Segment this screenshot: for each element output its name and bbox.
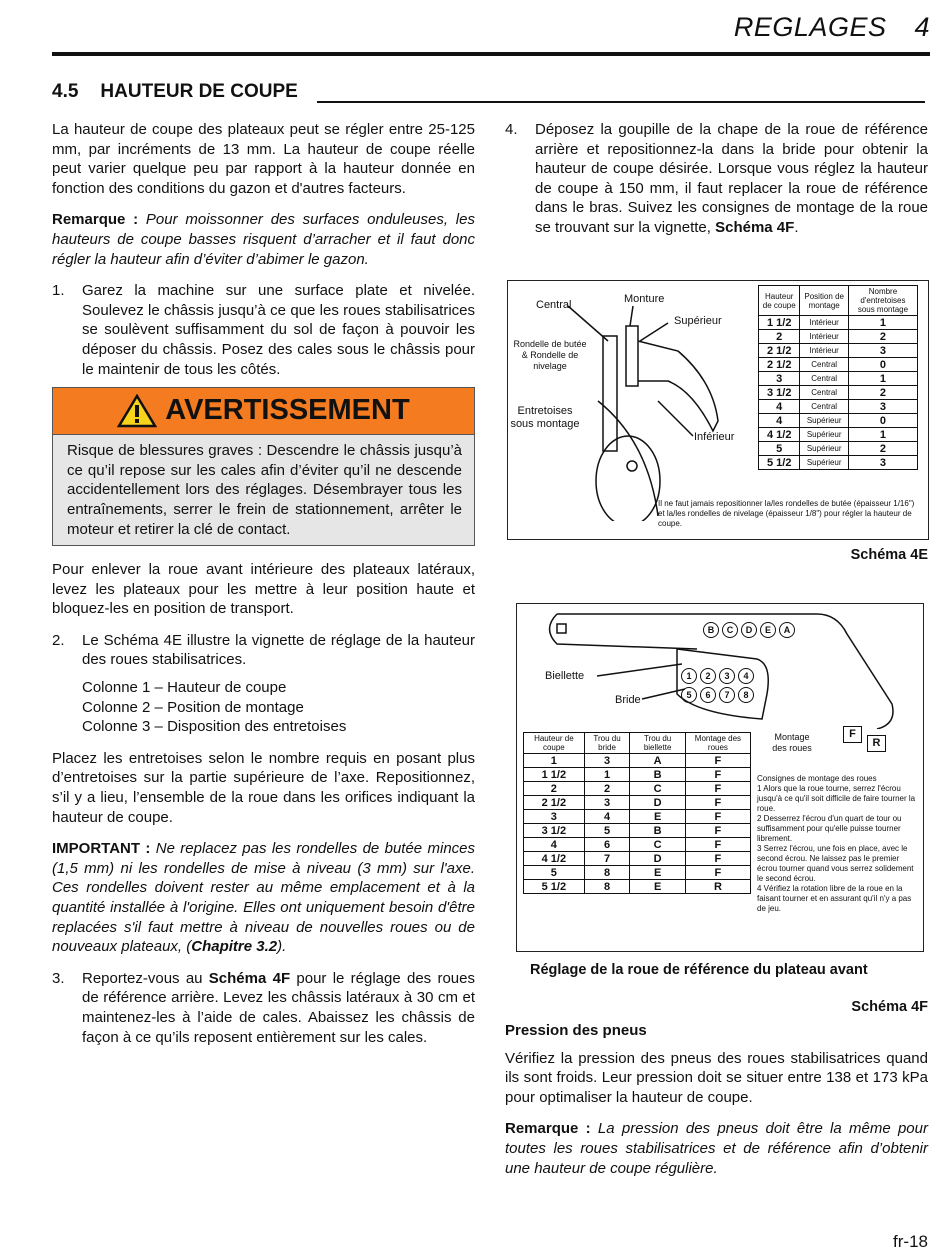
mount-instructions bbox=[757, 774, 920, 914]
label-entretoises: Entretoises sous montage bbox=[510, 405, 580, 430]
table-cell: F bbox=[685, 838, 750, 852]
table-cell: F bbox=[685, 866, 750, 880]
important-text: Ne replacez pas les rondelles de butée minces (1,5 mm) ni les rondelles de mise à niveau (3 mm) sur l'axe. Ces rondelles doivent rester au même emplacement et à la quantité installée à l'origine. Elles ont uniquement besoin d'être replacées s'il faut mettre à niveau de nouvelles roues ou de nouveaux plateaux, ( bbox=[52, 840, 475, 956]
table-row bbox=[759, 358, 918, 372]
table-row bbox=[524, 768, 751, 782]
table-cell: R bbox=[685, 880, 750, 894]
warning-box bbox=[52, 387, 475, 546]
step-number: 3. bbox=[52, 969, 65, 987]
table-cell: 2 bbox=[584, 782, 630, 796]
chapter-title: REGLAGES bbox=[733, 12, 887, 42]
hole-marker: A bbox=[779, 622, 795, 638]
table-cell: Central bbox=[800, 358, 848, 372]
step-1-note: Pour enlever la roue avant intérieure des plateaux latéraux, levez les plateaux pour les mettre à leur position haute et bloquez-les en position de transport. bbox=[52, 561, 475, 618]
table-cell: D bbox=[630, 796, 685, 810]
mount-r: R bbox=[867, 735, 886, 752]
table-cell: 1 bbox=[524, 754, 585, 768]
table-cell: 6 bbox=[584, 838, 630, 852]
table-row bbox=[759, 316, 918, 330]
column-item: Colonne 2 – Position de montage bbox=[82, 698, 304, 716]
table-cell: 3 bbox=[584, 754, 630, 768]
table-cell: Central bbox=[800, 400, 848, 414]
table-cell: 4 1/2 bbox=[759, 428, 800, 442]
table-row bbox=[759, 442, 918, 456]
label-central: Central bbox=[536, 299, 572, 311]
hole-marker: 7 bbox=[719, 687, 735, 703]
table-cell: 1 bbox=[848, 316, 917, 330]
table-cell: 1 1/2 bbox=[759, 316, 800, 330]
table-cell: F bbox=[685, 824, 750, 838]
table-cell: F bbox=[685, 768, 750, 782]
header-cell: Trou du bride bbox=[584, 733, 630, 754]
step-4-text bbox=[535, 120, 928, 238]
table-row bbox=[524, 810, 751, 824]
table-cell: F bbox=[685, 782, 750, 796]
table-cell: 2 bbox=[759, 330, 800, 344]
table-cell: 5 bbox=[524, 866, 585, 880]
warning-text: Risque de blessures graves : Descendre le châssis jusqu’à ce qu’il repose sur les cales afin d’éviter qu’il ne descende accidentellement lors des réglages. Désembrayer tous les entraînements, serrer le frein de stationnement, arrêter le moteur et retirer la clé de contact. bbox=[67, 442, 462, 538]
table-cell: Supérieur bbox=[800, 414, 848, 428]
figure-reference: Schéma 4F bbox=[208, 969, 291, 987]
table-cell: 8 bbox=[584, 880, 630, 894]
label-inferieur: Inférieur bbox=[694, 431, 735, 443]
header-cell: Montage des roues bbox=[685, 733, 750, 754]
step-4-a: Déposez la goupille de la chape de la roue de référence arrière et repositionnez-la dans la bride pour obtenir la hauteur de coupe désirée. Lorsque vous réglez la hauteur de coupe à 150 mm, il faut replacer la roue de référence dans le bras. Suivez les consignes de montage de la roue se trouvant sur la vignette, bbox=[535, 121, 928, 236]
label-rondelle: Rondelle de butée & Rondelle de nivelage bbox=[513, 339, 587, 371]
table-row bbox=[759, 414, 918, 428]
instruction-item: 4 Vérifiez la rotation libre de la roue en la faisant tourner et en assurant qu'il n'y a pas de jeu. bbox=[757, 884, 912, 913]
table-cell: C bbox=[630, 782, 685, 796]
header-cell: Hauteur de coupe bbox=[524, 733, 585, 754]
table-header bbox=[759, 286, 918, 316]
header-cell: Trou du biellette bbox=[630, 733, 685, 754]
step-1-text: Garez la machine sur une surface plate et nivelée. Soulevez le châssis jusqu’à ce que les roues stabilisatrices se soulèvent suffisamment du sol de façon à pouvoir les déposer du châssis. Posez des cales sous le châssis pour le maintenir de tous les côtés. bbox=[82, 282, 475, 378]
table-cell: 4 bbox=[759, 414, 800, 428]
hole-marker: 6 bbox=[700, 687, 716, 703]
step-number: 2. bbox=[52, 631, 65, 649]
table-cell: Intérieur bbox=[800, 316, 848, 330]
instructions-title: Consignes de montage des roues bbox=[757, 774, 877, 783]
warning-header bbox=[53, 388, 474, 435]
step-3-text bbox=[82, 969, 475, 1047]
table-cell: Intérieur bbox=[800, 344, 848, 358]
label-biellette: Biellette bbox=[545, 670, 585, 682]
page-number: fr-18 bbox=[893, 1232, 928, 1251]
table-cell: Intérieur bbox=[800, 330, 848, 344]
table-cell: 3 bbox=[848, 344, 917, 358]
table-cell: 7 bbox=[584, 852, 630, 866]
table-cell: B bbox=[630, 768, 685, 782]
table-cell: 1 bbox=[848, 372, 917, 386]
step-number: 4. bbox=[505, 121, 518, 138]
table-cell: B bbox=[630, 824, 685, 838]
header-cell: Position de montage bbox=[800, 286, 848, 316]
table-cell: 4 1/2 bbox=[524, 852, 585, 866]
step-4 bbox=[505, 120, 928, 238]
column-item: Colonne 3 – Disposition des entretoises bbox=[82, 718, 347, 736]
figure-4f-title: Réglage de la roue de référence du plateau avant bbox=[530, 962, 868, 978]
important-label: IMPORTANT : bbox=[52, 840, 151, 858]
step-2-detail: Placez les entretoises selon le nombre requis en posant plus d’entretoises sur la partie supérieure de l’axe. Repositionnez, s’il y a lieu, l’ensemble de la roue dans les orifices indiquant la hauteur de coupe. bbox=[52, 749, 475, 826]
label-montage: Montage des roues bbox=[772, 732, 812, 753]
figure-4f-caption: Schéma 4F bbox=[851, 999, 928, 1015]
table-row bbox=[759, 330, 918, 344]
instruction-item: 3 Serrez l'écrou, une fois en place, avec le second écrou. Ne laissez pas le premier écrou tourner quand vous serrez solidement le second écrou. bbox=[757, 844, 914, 883]
table-row bbox=[524, 754, 751, 768]
column-list bbox=[82, 678, 475, 737]
table-cell: Supérieur bbox=[800, 442, 848, 456]
important-end: ). bbox=[277, 938, 287, 956]
table-row bbox=[524, 782, 751, 796]
table-cell: E bbox=[630, 880, 685, 894]
section-rule bbox=[317, 101, 925, 103]
hole-marker: 4 bbox=[738, 668, 754, 684]
table-cell: 2 1/2 bbox=[759, 344, 800, 358]
table-cell: Central bbox=[800, 372, 848, 386]
table-row bbox=[524, 824, 751, 838]
note-label: Remarque : bbox=[505, 1120, 591, 1138]
table-row bbox=[759, 386, 918, 400]
chapter-header bbox=[733, 12, 930, 42]
header-cell: Nombre d'entretoises sous montage bbox=[848, 286, 917, 316]
table-row bbox=[524, 866, 751, 880]
table-cell: F bbox=[685, 796, 750, 810]
label-monture: Monture bbox=[624, 293, 665, 305]
figure-4f bbox=[516, 603, 924, 952]
table-cell: E bbox=[630, 810, 685, 824]
hole-marker: 2 bbox=[700, 668, 716, 684]
important-note bbox=[52, 839, 475, 957]
step-3-b: pour le réglage des roues de référence arrière. Levez les châssis latéraux à 30 cm et maintenez-les à l’aide de cales. Abaissez les châssis de façon à ce qu’ils reposent entièrement sur les cales. bbox=[82, 969, 475, 1046]
figure-reference: Schéma 4F bbox=[715, 218, 795, 236]
section-title: HAUTEUR DE COUPE bbox=[100, 81, 298, 102]
table-cell: 2 bbox=[848, 330, 917, 344]
table-cell: 4 bbox=[584, 810, 630, 824]
table-cell: 2 bbox=[524, 782, 585, 796]
instruction-item: 2 Desserrez l'écrou d'un quart de tour ou suffisamment pour qu'elle puisse tourner librement. bbox=[757, 814, 902, 843]
warning-title: AVERTISSEMENT bbox=[165, 394, 410, 427]
table-cell: 2 bbox=[848, 386, 917, 400]
table-cell: 3 bbox=[848, 400, 917, 414]
hole-marker: 8 bbox=[738, 687, 754, 703]
table-cell: 3 bbox=[524, 810, 585, 824]
bride-holes bbox=[681, 668, 771, 703]
table-cell: 4 bbox=[759, 400, 800, 414]
step-3 bbox=[52, 969, 475, 1047]
table-cell: 0 bbox=[848, 358, 917, 372]
table-cell: 3 1/2 bbox=[759, 386, 800, 400]
biellette-holes bbox=[703, 622, 795, 638]
hole-marker: 3 bbox=[719, 668, 735, 684]
table-cell: 3 bbox=[584, 796, 630, 810]
table-cell: F bbox=[685, 754, 750, 768]
table-cell: 5 1/2 bbox=[524, 880, 585, 894]
table-cell: A bbox=[630, 754, 685, 768]
figure-4e bbox=[507, 280, 929, 540]
step-number: 1. bbox=[52, 282, 65, 300]
left-column bbox=[52, 120, 475, 1055]
label-superieur: Supérieur bbox=[674, 315, 722, 327]
table-row bbox=[759, 344, 918, 358]
table-cell: Central bbox=[800, 386, 848, 400]
table-header bbox=[524, 733, 751, 754]
table-cell: 3 1/2 bbox=[524, 824, 585, 838]
instruction-item: 1 Alors que la roue tourne, serrez l'écrou jusqu'à ce qu'il soit difficile de faire tourner la roue. bbox=[757, 784, 916, 813]
table-cell: 1 bbox=[584, 768, 630, 782]
table-cell: Supérieur bbox=[800, 428, 848, 442]
step-3-a: Reportez-vous au bbox=[82, 969, 209, 987]
figure-4e-caption: Schéma 4E bbox=[850, 547, 928, 563]
table-cell: 5 bbox=[759, 442, 800, 456]
table-row bbox=[759, 372, 918, 386]
hole-marker: E bbox=[760, 622, 776, 638]
pressure-title: Pression des pneus bbox=[505, 1022, 647, 1039]
note-text: Pour moissonner des surfaces onduleuses, les hauteurs de coupe basses risquent d’arracher et il faut donc régler la hauteur afin d’éviter d’abimer le gazon. bbox=[52, 211, 475, 268]
table-cell: Supérieur bbox=[800, 456, 848, 470]
table-cell: D bbox=[630, 852, 685, 866]
table-row bbox=[524, 880, 751, 894]
section-number: 4.5 bbox=[52, 81, 79, 102]
step-1 bbox=[52, 281, 475, 379]
hole-marker: B bbox=[703, 622, 719, 638]
table-cell: 0 bbox=[848, 414, 917, 428]
table-row bbox=[759, 428, 918, 442]
hole-marker: 1 bbox=[681, 668, 697, 684]
table-cell: 5 1/2 bbox=[759, 456, 800, 470]
table-cell: 5 bbox=[584, 824, 630, 838]
section-heading bbox=[52, 82, 930, 102]
pressure-section bbox=[505, 1021, 928, 1190]
table-cell: 8 bbox=[584, 866, 630, 880]
step-4-end: . bbox=[794, 218, 799, 236]
table-cell: 1 1/2 bbox=[524, 768, 585, 782]
table-row bbox=[524, 852, 751, 866]
intro-paragraph: La hauteur de coupe des plateaux peut se régler entre 25-125 mm, par incréments de 13 mm. La hauteur de coupe réelle peut varier quelque peu par rapport à la hauteur donnée en fonction des conditions du gazon et d'autres facteurs. bbox=[52, 121, 475, 197]
column-item: Colonne 1 – Hauteur de coupe bbox=[82, 679, 287, 697]
label-bride: Bride bbox=[615, 694, 641, 706]
pressure-text: Vérifiez la pression des pneus des roues stabilisatrices quand ils sont froids. Leur pression doit se situer entre 138 et 173 kPa pour optimaliser la hauteur de coupe. bbox=[505, 1049, 928, 1106]
height-table-4f bbox=[523, 732, 751, 894]
note bbox=[52, 210, 475, 269]
table-cell: E bbox=[630, 866, 685, 880]
chapter-number: 4 bbox=[914, 12, 930, 42]
table-cell: F bbox=[685, 852, 750, 866]
table-cell: 2 1/2 bbox=[524, 796, 585, 810]
note-text: La pression des pneus doit être la même pour toutes les roues stabilisatrices et de référence afin d’obtenir une hauteur de coupe régulière. bbox=[505, 1120, 928, 1177]
figure-4e-footnote: Il ne faut jamais repositionner la/les rondelles de butée (épaisseur 1/16") et la/les rondelles de nivelage (épaisseur 1/8") pour régler la hauteur de coupe. bbox=[658, 499, 915, 528]
mount-f: F bbox=[843, 726, 862, 743]
header-rule bbox=[52, 52, 930, 56]
table-cell: 4 bbox=[524, 838, 585, 852]
step-2 bbox=[52, 631, 475, 670]
note-label: Remarque : bbox=[52, 211, 139, 229]
table-cell: F bbox=[685, 810, 750, 824]
hole-marker: C bbox=[722, 622, 738, 638]
header-cell: Hauteur de coupe bbox=[759, 286, 800, 316]
table-row bbox=[759, 400, 918, 414]
table-cell: 2 bbox=[848, 442, 917, 456]
table-cell: 1 bbox=[848, 428, 917, 442]
table-cell: 3 bbox=[759, 372, 800, 386]
hole-marker: D bbox=[741, 622, 757, 638]
table-row bbox=[759, 456, 918, 470]
table-row bbox=[524, 838, 751, 852]
right-column bbox=[505, 120, 928, 246]
warning-triangle-icon bbox=[117, 394, 157, 428]
table-cell: 3 bbox=[848, 456, 917, 470]
step-2-text: Le Schéma 4E illustre la vignette de réglage de la hauteur des roues stabilisatrices. bbox=[82, 631, 475, 669]
table-row bbox=[524, 796, 751, 810]
pressure-note bbox=[505, 1119, 928, 1178]
chapter-reference: Chapitre 3.2 bbox=[191, 938, 278, 956]
hole-marker: 5 bbox=[681, 687, 697, 703]
table-cell: 2 1/2 bbox=[759, 358, 800, 372]
height-table-4e bbox=[758, 285, 918, 470]
table-cell: C bbox=[630, 838, 685, 852]
